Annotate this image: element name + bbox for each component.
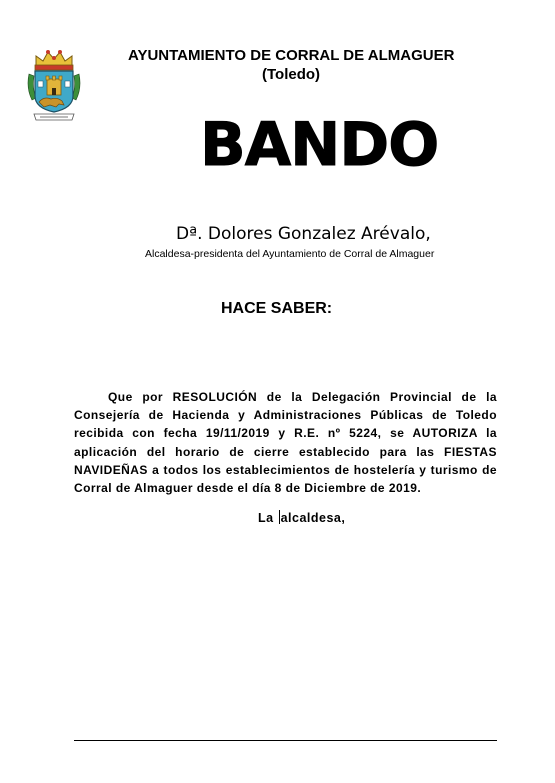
signature-prefix: La bbox=[258, 511, 278, 525]
signer-name: Dª. Dolores Gonzalez Arévalo, bbox=[176, 224, 431, 244]
announcement-heading: HACE SABER: bbox=[221, 300, 333, 317]
text-cursor bbox=[279, 510, 280, 524]
coat-of-arms-icon bbox=[26, 48, 82, 124]
signature-title: alcaldesa, bbox=[280, 511, 346, 525]
announcement-body[interactable]: Que por RESOLUCIÓN de la Delegación Provincial de la Consejería de Hacienda y Administraciones Públicas de Toledo recibida con fecha 19/11/2019 y R.E. nº 5224, se AUTORIZA la aplicación del horario de cierre establecido para las FIESTAS NAVIDEÑAS a todos los establecimientos de hostelería y turismo de Corral de Almaguer desde el día 8 de Diciembre de 2019. bbox=[74, 390, 497, 496]
signature-line[interactable] bbox=[258, 510, 345, 525]
province-name: (Toledo) bbox=[262, 66, 321, 83]
municipality-name: AYUNTAMIENTO DE CORRAL DE ALMAGUER bbox=[128, 47, 455, 64]
footer-divider bbox=[74, 740, 497, 741]
signer-role: Alcaldesa-presidenta del Ayuntamiento de Corral de Almaguer bbox=[145, 248, 435, 260]
document-title: BANDO bbox=[200, 110, 439, 180]
